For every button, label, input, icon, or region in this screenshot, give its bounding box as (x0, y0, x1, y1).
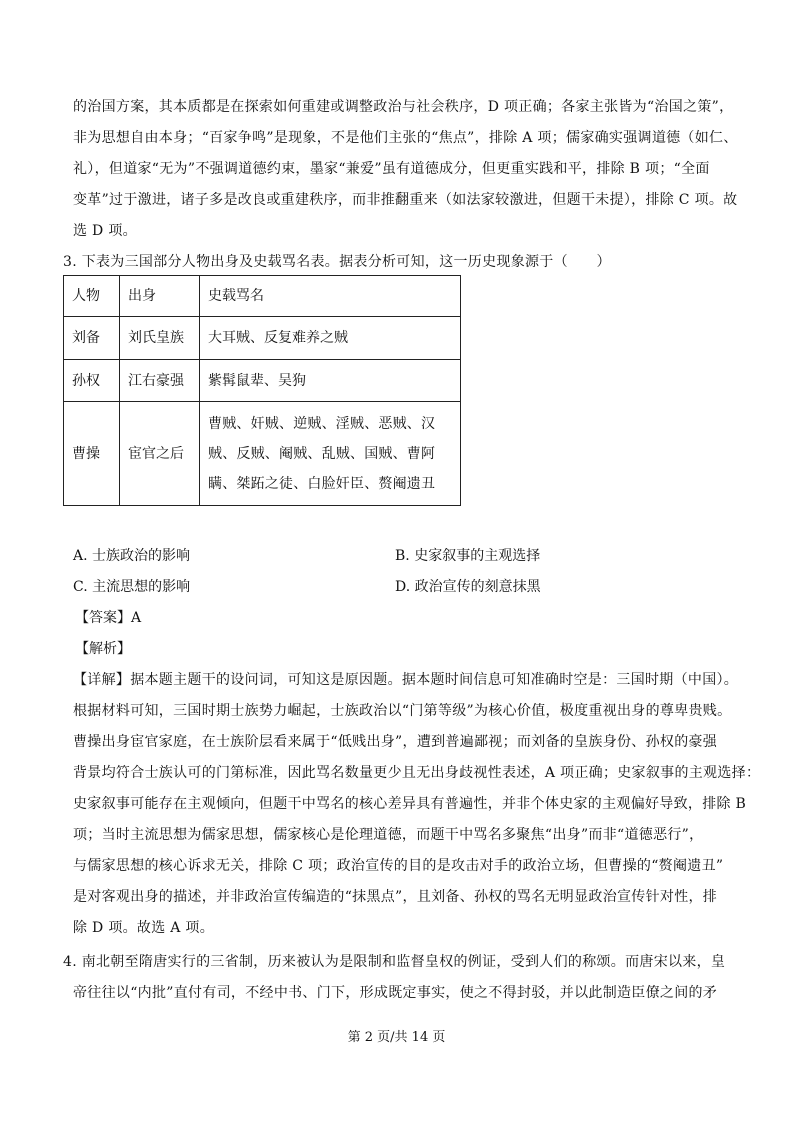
table-row (64, 402, 461, 506)
table-cell: 紫髯鼠辈、吴狗 (200, 360, 461, 402)
text-line: 礼），但道家“无为”不强调道德约束，墨家“兼爱”虽有道德成分，但更重实践和平，排除 B 项；“全面 (73, 161, 710, 177)
text-line: 变革”过于激进，诸子多是改良或重建秩序，而非推翻重来（如法家较激进，但题干未提），排除 C 项。故 (73, 192, 738, 208)
page-footer: 第 2 页/共 14 页 (347, 1030, 446, 1045)
detail-line: 史家叙事可能存在主观倾向，但题干中骂名的核心差异具有普遍性，并非个体史家的主观偏好导致，排除 B (73, 796, 747, 812)
table-cell: 江右豪强 (120, 360, 200, 402)
question-4-line: 帝往往以“内批”直付有司，不经中书、门下，形成既定事实，使之不得封驳，并以此制造臣僚之间的矛 (73, 985, 718, 1001)
data-table (63, 275, 461, 506)
table-header-cell: 史载骂名 (200, 276, 461, 317)
table-cell: 孙权 (64, 360, 120, 402)
text-line: 选 D 项。 (73, 223, 137, 239)
table-header-cell: 出身 (120, 276, 200, 317)
text-line: 的治国方案，其本质都是在探索如何重建或调整政治与社会秩序，D 项正确；各家主张皆为“治国之策”， (73, 99, 734, 115)
text-line: 非为思想自由本身；“百家争鸣”是现象，不是他们主张的“焦点”，排除 A 项；儒家确实强调道德（如仁、 (73, 130, 738, 146)
table-cell: 刘备 (64, 317, 120, 360)
option-c: C. 主流思想的影响 (73, 579, 191, 595)
option-b: B. 史家叙事的主观选择 (395, 548, 541, 564)
table-header-cell: 人物 (64, 276, 120, 317)
detail-line: 是对客观出身的描述，并非政治宣传编造的“抹黑点”，且刘备、孙权的骂名无明显政治宣传针对性，排 (73, 889, 718, 905)
detail-line: 项；当时主流思想为儒家思想，儒家核心是伦理道德，而题干中骂名多聚焦“出身”而非“道德恶行”， (73, 827, 704, 843)
table-cell: 曹操 (64, 402, 120, 506)
option-a: A. 士族政治的影响 (73, 548, 191, 564)
question-3: 3. 下表为三国部分人物出身及史载骂名表。据表分析可知，这一历史现象源于（ ） (63, 254, 611, 270)
analysis-label: 【解析】 (75, 641, 131, 657)
table-cell: 宦官之后 (120, 402, 200, 506)
detail-line: 曹操出身宦官家庭，在士族阶层看来属于“低贱出身”，遭到普遍鄙视；而刘备的皇族身份、孙权的豪强 (73, 734, 718, 750)
detail-line: 根据材料可知，三国时期士族势力崛起，士族政治以“门第等级”为核心价值，极度重视出身的尊卑贵贱。 (73, 703, 732, 719)
answer-label: 【答案】A (75, 610, 142, 626)
table-header-row (64, 276, 461, 317)
table-cell: 刘氏皇族 (120, 317, 200, 360)
table-row (64, 360, 461, 402)
detail-line: 与儒家思想的核心诉求无关，排除 C 项；政治宣传的目的是攻击对手的政治立场，但曹操的“赘阉遗丑” (73, 858, 724, 874)
detail-line: 除 D 项。故选 A 项。 (73, 920, 215, 936)
table-cell: 大耳贼、反复难养之贼 (200, 317, 461, 360)
table-cell: 曹贼、奸贼、逆贼、淫贼、恶贼、汉贼、反贼、阉贼、乱贼、国贼、曹阿瞒、桀跖之徒、白脸奸臣、赘阉遗丑 (200, 402, 461, 506)
detail-line: 【详解】据本题主题干的设问词，可知这是原因题。据本题时间信息可知准确时空是：三国时期（中国）。 (73, 672, 739, 688)
detail-line: 背景均符合士族认可的门第标准，因此骂名数量更少且无出身歧视性表述，A 项正确；史家叙事的主观选择： (73, 765, 761, 781)
table-row (64, 317, 461, 360)
option-d: D. 政治宣传的刻意抹黑 (395, 579, 541, 595)
question-4-line: 4. 南北朝至隋唐实行的三省制，历来被认为是限制和监督皇权的例证，受到人们的称颂。而唐宋以来，皇 (63, 954, 726, 970)
